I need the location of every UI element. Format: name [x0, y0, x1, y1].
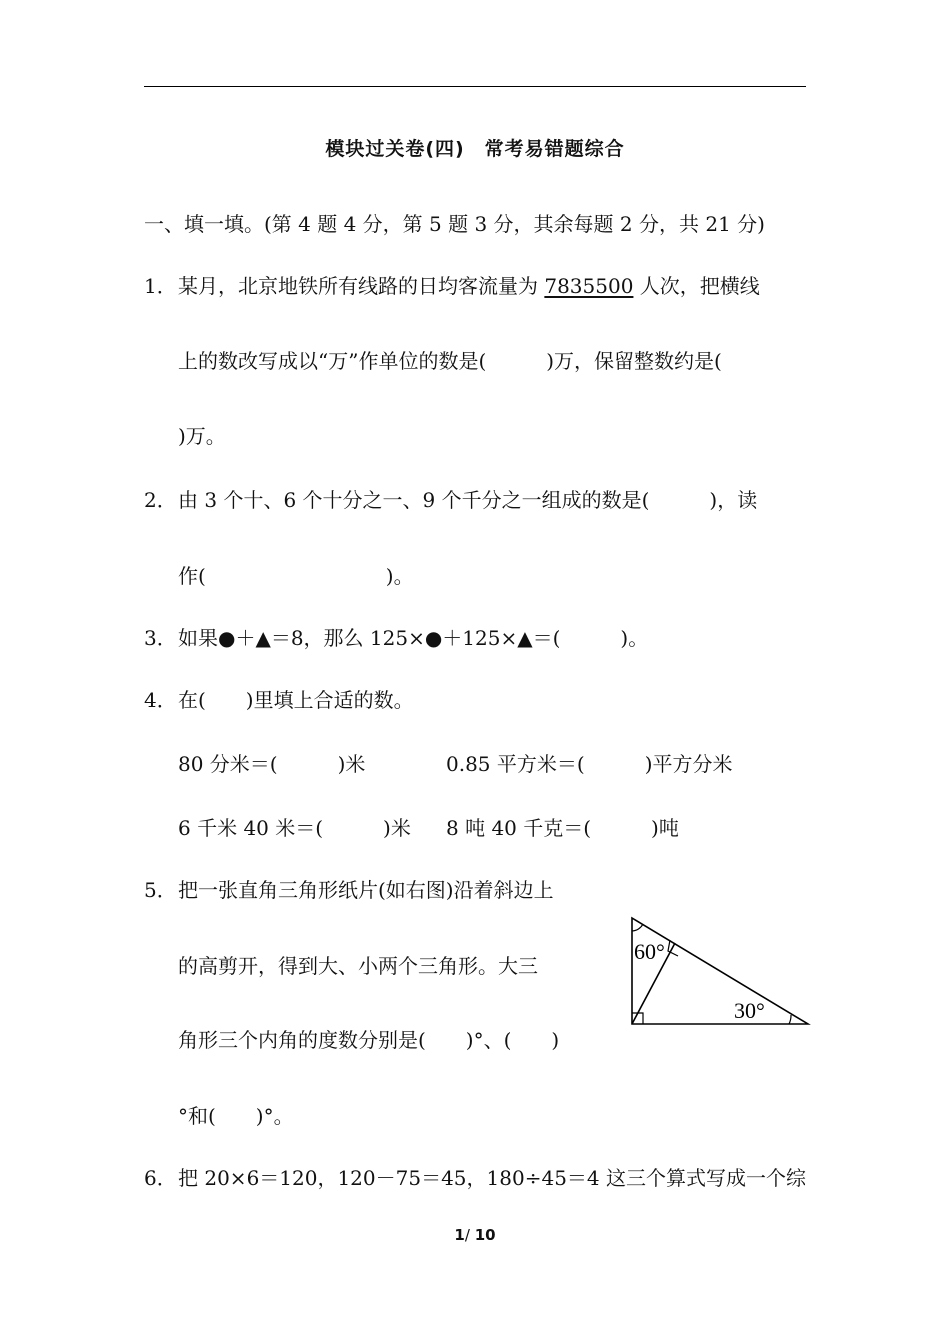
q1-text-b: 人次，把横线	[633, 274, 760, 298]
q5-line3: 角形三个内角的度数分别是( )°、( )	[178, 1028, 560, 1052]
q3-number: 3．	[144, 626, 177, 650]
q1-line1	[178, 272, 760, 300]
total-pages: 10	[474, 1226, 496, 1244]
q5-number: 5．	[144, 878, 177, 902]
q6-number: 6．	[144, 1166, 177, 1190]
current-page: 1	[454, 1226, 465, 1244]
q4-item: 6 千米 40 米＝( )米	[178, 816, 411, 840]
triangle-outline	[632, 918, 808, 1024]
q2-number: 2．	[144, 488, 177, 512]
q1-number: 1．	[144, 274, 177, 298]
q1-line2: 上的数改写成以“万”作单位的数是( )万，保留整数约是(	[178, 349, 722, 373]
q4-item: 80 分米＝( )米	[178, 752, 366, 776]
q4-line1: 在( )里填上合适的数。	[178, 688, 414, 712]
page-number	[0, 1226, 950, 1244]
angle-arc-top	[632, 924, 643, 931]
right-triangle-figure	[626, 912, 814, 1030]
angle-label-60: 60°	[634, 939, 665, 964]
q5-line2: 的高剪开，得到大、小两个三角形。大三	[178, 954, 538, 978]
angle-arc-right	[789, 1015, 791, 1024]
q1-line3: )万。	[178, 424, 226, 448]
page-title: 模块过关卷(四) 常考易错题综合	[325, 138, 625, 160]
q5-line4: °和( )°。	[178, 1104, 294, 1128]
page-separator: /	[464, 1226, 475, 1244]
q2-line1: 由 3 个十、6 个十分之一、9 个千分之一组成的数是( )，读	[178, 488, 758, 512]
q1-underlined-number: 7835500	[544, 274, 634, 298]
q2-line2: 作( )。	[178, 564, 414, 588]
q1-text-a: 某月，北京地铁所有线路的日均客流量为	[178, 274, 545, 298]
q6-line1: 把 20×6＝120，120－75＝45，180÷45＝4 这三个算式写成一个综	[178, 1166, 806, 1190]
section-heading: 一、填一填。(第 4 题 4 分，第 5 题 3 分，其余每题 2 分，共 21 分)	[144, 212, 765, 236]
q4-item: 0.85 平方米＝( )平方分米	[446, 752, 733, 776]
q3-line1: 如果●＋▲＝8，那么 125×●＋125×▲＝( )。	[178, 626, 649, 650]
q4-number: 4．	[144, 688, 177, 712]
angle-label-30: 30°	[734, 998, 765, 1023]
q4-item: 8 吨 40 千克＝( )吨	[446, 816, 679, 840]
q5-line1: 把一张直角三角形纸片(如右图)沿着斜边上	[178, 878, 554, 902]
header-rule	[144, 86, 806, 87]
